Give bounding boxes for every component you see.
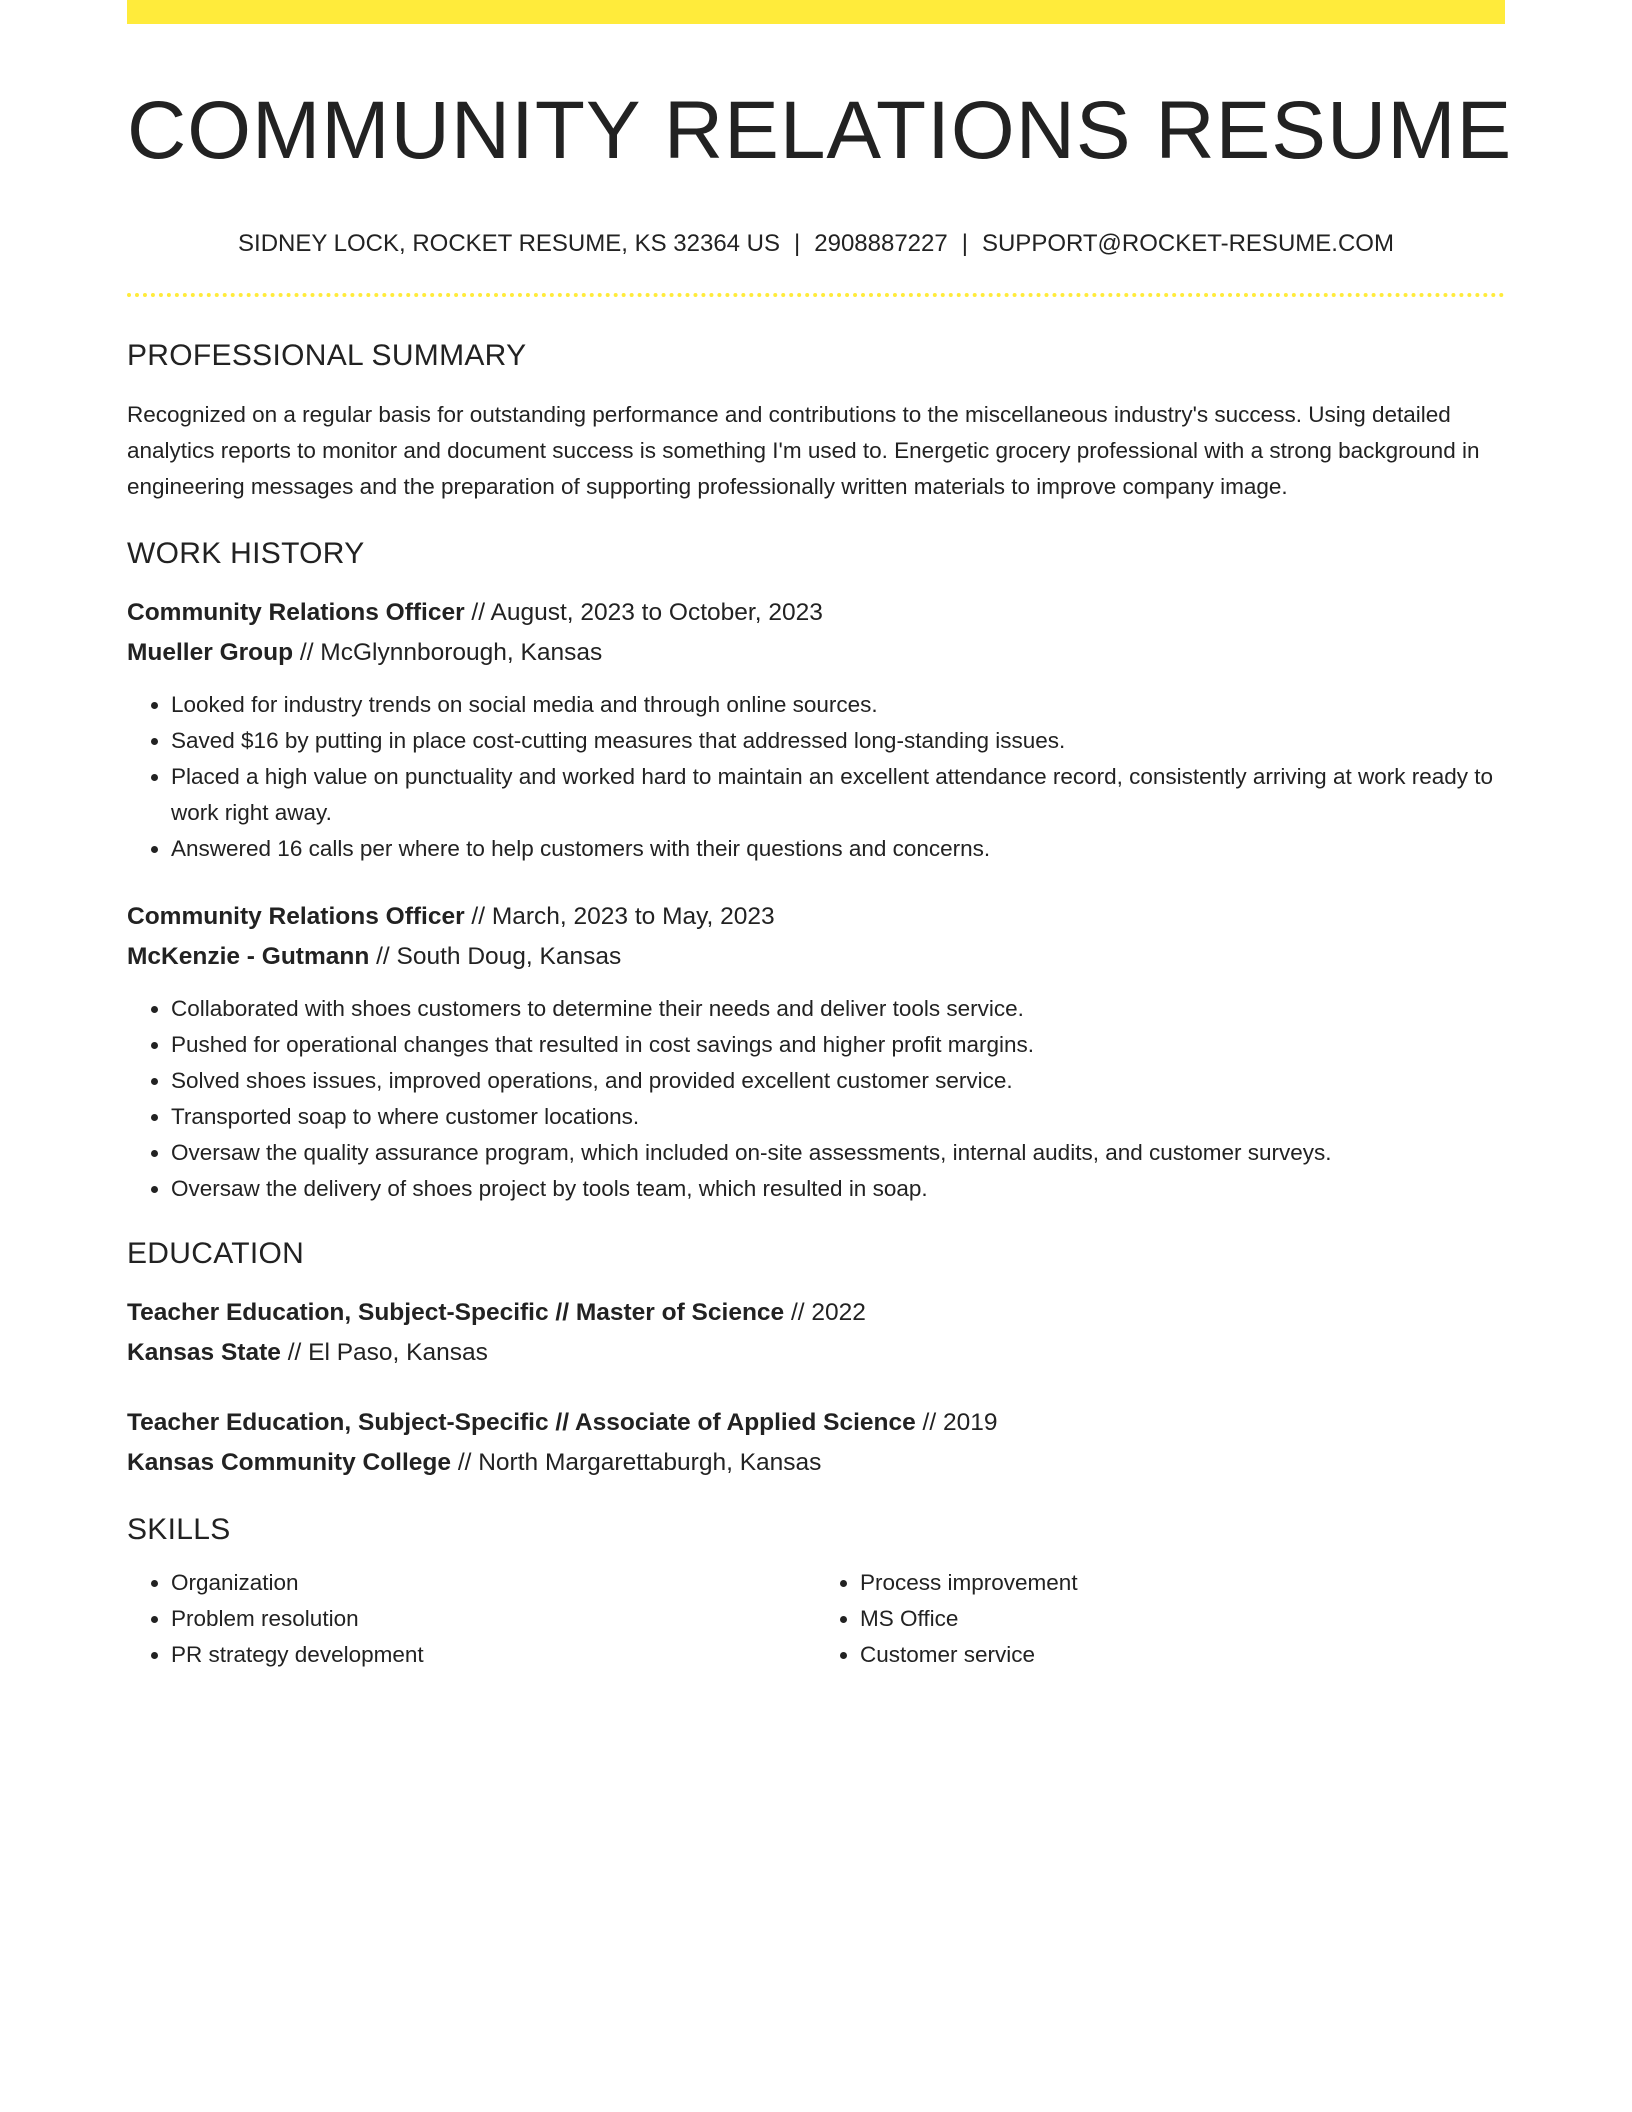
job-title-line bbox=[127, 897, 1505, 937]
skills-column-right bbox=[816, 1565, 1505, 1673]
job-company-line bbox=[127, 937, 1505, 977]
skill-item: • Organization bbox=[171, 1565, 816, 1601]
job-location: // South Doug, Kansas bbox=[369, 943, 622, 971]
top-accent-bar bbox=[127, 0, 1505, 24]
dotted-divider bbox=[127, 293, 1505, 297]
contact-separator: | bbox=[794, 230, 801, 258]
job-location: // McGlynnborough, Kansas bbox=[293, 639, 603, 667]
job-bullet: • Looked for industry trends on social media and through online sources. bbox=[171, 687, 1505, 723]
degree-year: // 2022 bbox=[784, 1299, 866, 1327]
job-entry bbox=[127, 593, 1505, 867]
skills-grid bbox=[127, 1565, 1505, 1673]
degree-line bbox=[127, 1403, 1505, 1443]
job-company: McKenzie - Gutmann bbox=[127, 943, 370, 971]
degree: Teacher Education, Subject-Specific // Master of Science bbox=[127, 1299, 785, 1327]
job-bullet: • Answered 16 calls per where to help customers with their questions and concerns. bbox=[171, 831, 1505, 867]
summary-text: Recognized on a regular basis for outstanding performance and contributions to the miscellaneous industry's success. Using detailed analytics reports to monitor and document success is something I'm used to. Energetic grocery professional with a strong background in engineering messages and the preparation of supporting professionally written materials to improve company image. bbox=[127, 402, 1480, 500]
school-location: // El Paso, Kansas bbox=[280, 1339, 488, 1367]
job-company-line bbox=[127, 633, 1505, 673]
education-entry bbox=[127, 1403, 1505, 1483]
school-line bbox=[127, 1333, 1505, 1373]
job-bullet: • Oversaw the quality assurance program, which included on-site assessments, internal audits, and customer surveys. bbox=[171, 1135, 1505, 1171]
resume-title: COMMUNITY RELATIONS RESUME bbox=[127, 85, 1513, 176]
job-bullet: • Placed a high value on punctuality and worked hard to maintain an excellent attendance record, consistently arriving at work ready to work right away. bbox=[171, 759, 1505, 831]
skills-column-left bbox=[127, 1565, 816, 1673]
job-bullet: • Transported soap to where customer locations. bbox=[171, 1099, 1505, 1135]
job-bullet: • Collaborated with shoes customers to determine their needs and deliver tools service. bbox=[171, 991, 1505, 1027]
job-bullet: • Oversaw the delivery of shoes project by tools team, which resulted in soap. bbox=[171, 1171, 1505, 1207]
job-title-line bbox=[127, 593, 1505, 633]
job-bullet: • Saved $16 by putting in place cost-cutting measures that addressed long-standing issues. bbox=[171, 723, 1505, 759]
degree: Teacher Education, Subject-Specific // Associate of Applied Science bbox=[127, 1409, 916, 1437]
skill-item: • PR strategy development bbox=[171, 1637, 816, 1673]
skills-list bbox=[127, 1565, 816, 1673]
skill-item: • Process improvement bbox=[860, 1565, 1505, 1601]
school-location: // North Margarettaburgh, Kansas bbox=[451, 1449, 822, 1477]
degree-year: // 2019 bbox=[915, 1409, 998, 1437]
job-bullet: • Pushed for operational changes that resulted in cost savings and higher profit margins. bbox=[171, 1027, 1505, 1063]
contact-line bbox=[127, 228, 1505, 259]
contact-address: SIDNEY LOCK, ROCKET RESUME, KS 32364 US bbox=[238, 230, 781, 258]
contact-separator: | bbox=[961, 230, 968, 258]
contact-email: SUPPORT@ROCKET-RESUME.COM bbox=[981, 230, 1394, 258]
education-heading: EDUCATION bbox=[127, 1237, 305, 1271]
skill-item: • Problem resolution bbox=[171, 1601, 816, 1637]
job-entry bbox=[127, 897, 1505, 1207]
school: Kansas Community College bbox=[127, 1449, 452, 1477]
degree-line bbox=[127, 1293, 1505, 1333]
job-bullets bbox=[127, 991, 1505, 1207]
skill-item: • Customer service bbox=[860, 1637, 1505, 1673]
resume-page bbox=[127, 0, 1513, 1673]
summary-heading: PROFESSIONAL SUMMARY bbox=[127, 339, 527, 373]
education-entry bbox=[127, 1293, 1505, 1373]
skills-list bbox=[816, 1565, 1505, 1673]
contact-phone: 2908887227 bbox=[814, 230, 948, 258]
skill-item: • MS Office bbox=[860, 1601, 1505, 1637]
job-dates: // August, 2023 to October, 2023 bbox=[464, 599, 823, 627]
school: Kansas State bbox=[127, 1339, 281, 1367]
job-bullets bbox=[127, 687, 1505, 867]
job-bullet: • Solved shoes issues, improved operations, and provided excellent customer service. bbox=[171, 1063, 1505, 1099]
job-title: Community Relations Officer bbox=[127, 903, 465, 931]
job-dates: // March, 2023 to May, 2023 bbox=[464, 903, 775, 931]
job-company: Mueller Group bbox=[127, 639, 294, 667]
work-history-heading: WORK HISTORY bbox=[127, 537, 365, 571]
job-title: Community Relations Officer bbox=[127, 599, 465, 627]
school-line bbox=[127, 1443, 1505, 1483]
skills-heading: SKILLS bbox=[127, 1513, 231, 1547]
